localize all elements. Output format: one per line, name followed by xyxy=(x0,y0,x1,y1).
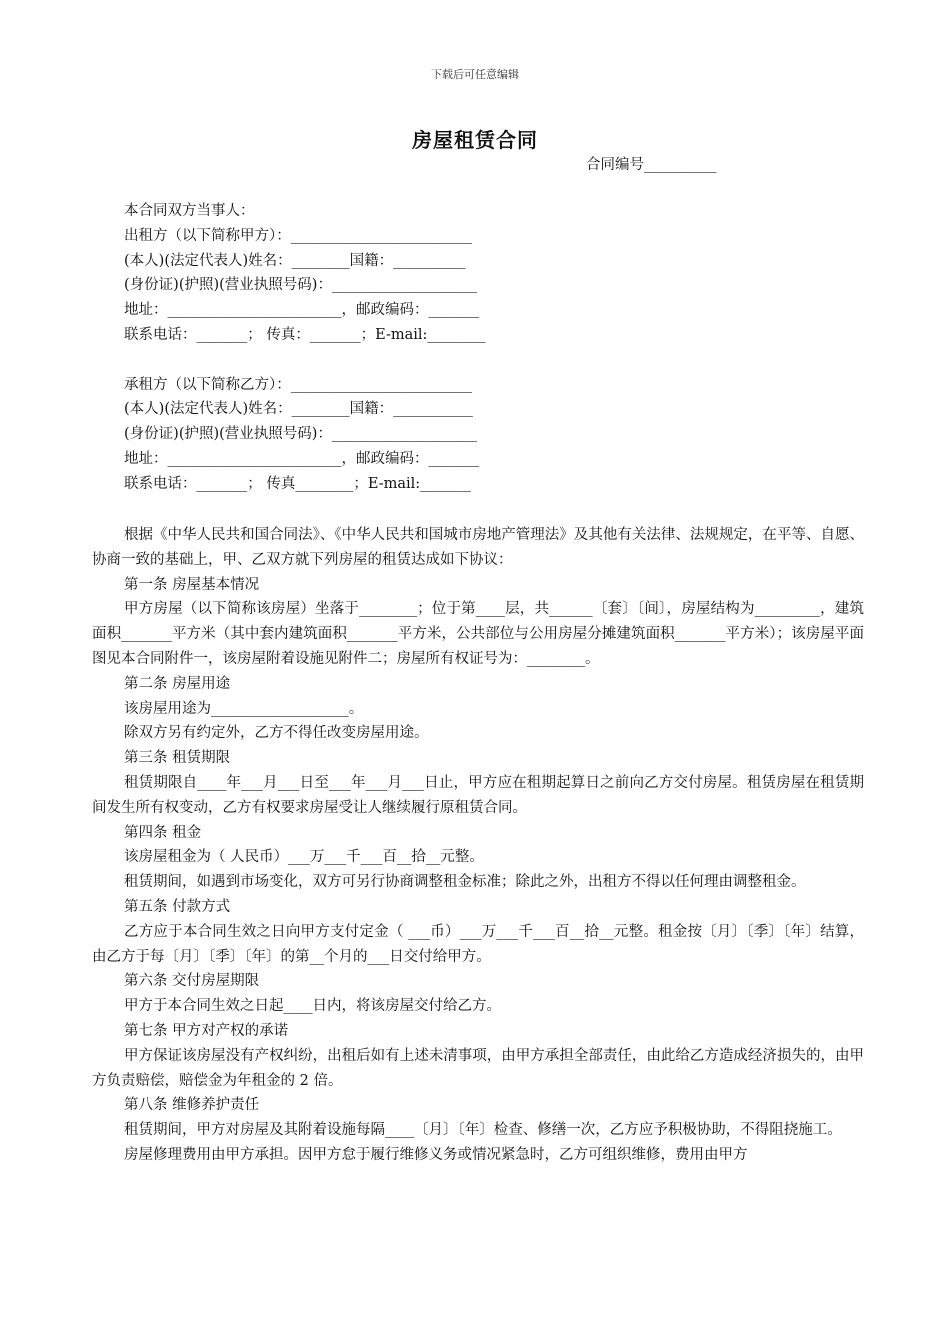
article-title: 第二条 房屋用途 xyxy=(124,675,231,692)
contract-number: 合同编号__________ xyxy=(586,157,717,173)
article-paragraph: 租赁期限自____年___月___日至___年___月___日止，甲方应在租期起算日之前向乙方交付房屋。租赁房屋在租赁期间发生所有权变动，乙方有权要求房屋受让人继续履行原租赁合同。 xyxy=(92,774,864,816)
document-title: 房屋租赁合同 xyxy=(412,128,538,152)
lessor-line: (身份证)(护照)(营业执照号码)：____________________ xyxy=(124,277,477,294)
parties-intro: 本合同双方当事人： xyxy=(124,203,255,219)
page-header-note: 下载后可任意编辑 xyxy=(431,68,519,81)
lessee-line: 联系电话：_______； 传真________；E-mail:_______ xyxy=(124,475,471,492)
article-title: 第四条 租金 xyxy=(124,824,202,841)
article-title: 第三条 租赁期限 xyxy=(124,750,231,767)
lessor-line: (本人)(法定代表人)姓名：________国籍：__________ xyxy=(124,252,466,269)
article-paragraph: 乙方应于本合同生效之日向甲方支付定金（ ___币）___万___千___百__拾__元整。租金按〔月〕〔季〕〔年〕结算，由乙方于每〔月〕〔季〕〔年〕的第__个月的___日交付给甲方。 xyxy=(92,923,864,965)
lessee-line: 地址：________________________，邮政编码：_______ xyxy=(124,450,480,467)
article-paragraph: 房屋修理费用由甲方承担。因甲方怠于履行维修义务或情况紧急时，乙方可组织维修，费用由甲方 xyxy=(124,1146,748,1163)
lessor-line: 地址：________________________，邮政编码：_______ xyxy=(124,302,480,319)
lessee-line: 承租方（以下简称乙方）：_________________________ xyxy=(124,376,472,393)
article-paragraph: 除双方另有约定外，乙方不得任改变房屋用途。 xyxy=(124,725,429,742)
article-title: 第六条 交付房屋期限 xyxy=(124,973,260,990)
article-paragraph: 该房屋用途为___________________。 xyxy=(124,700,364,717)
article-title: 第八条 维修养护责任 xyxy=(124,1097,260,1114)
contract-body xyxy=(92,523,864,1168)
article-title: 第五条 付款方式 xyxy=(124,898,231,915)
lessor-line: 出租方（以下简称甲方）：_________________________ xyxy=(124,227,472,244)
article-paragraph: 甲方房屋（以下简称该房屋）坐落于________；位于第____层，共______〔套〕〔间〕，房屋结构为_________，建筑面积_______平方米（其中套内建筑面积_______平方米，公共部位与公用房屋分摊建筑面积_______平方米）；该房屋平面图见本合同附件一，该房屋附着设施见附件二；房屋所有权证号为：________。 xyxy=(92,601,864,667)
preamble: 根据《中华人民共和国合同法》、《中华人民共和国城市房地产管理法》及其他有关法律、法规规定，在平等、自愿、协商一致的基础上，甲、乙双方就下列房屋的租赁达成如下协议： xyxy=(92,527,864,568)
lessee-line: (本人)(法定代表人)姓名：________国籍：___________ xyxy=(124,401,473,418)
article-paragraph: 租赁期间，甲方对房屋及其附着设施每隔____〔月〕〔年〕检查、修缮一次，乙方应予积极协助，不得阻挠施工。 xyxy=(124,1122,842,1139)
lessor-line: 联系电话：_______； 传真：_______；E-mail:________ xyxy=(124,326,486,343)
article-paragraph: 甲方于本合同生效之日起____日内，将该房屋交付给乙方。 xyxy=(124,998,501,1015)
parties-section xyxy=(92,199,864,497)
article-title: 第七条 甲方对产权的承诺 xyxy=(124,1022,289,1039)
article-title: 第一条 房屋基本情况 xyxy=(124,576,260,593)
article-paragraph: 租赁期间，如遇到市场变化，双方可另行协商调整租金标准；除此之外，出租方不得以任何理由调整租金。 xyxy=(124,874,806,891)
lessee-line: (身份证)(护照)(营业执照号码)：____________________ xyxy=(124,426,477,443)
article-paragraph: 甲方保证该房屋没有产权纠纷，出租后如有上述未清事项，由甲方承担全部责任，由此给乙方造成经济损失的，由甲方负责赔偿，赔偿金为年租金的 2 倍。 xyxy=(92,1047,864,1089)
article-paragraph: 该房屋租金为（ 人民币）___万___千___百__拾__元整。 xyxy=(124,849,484,866)
